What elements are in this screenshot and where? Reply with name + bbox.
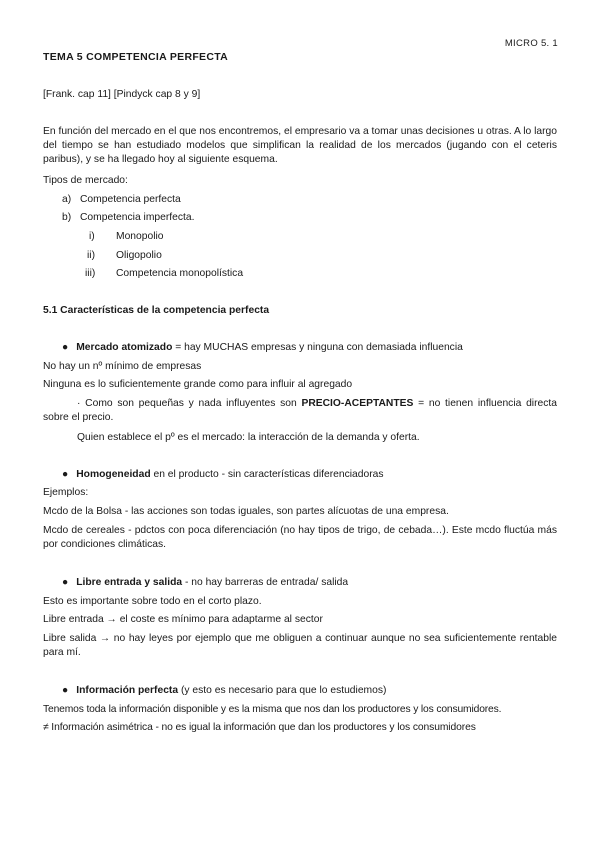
sublist-marker: i): [89, 231, 95, 242]
sub-paragraph: [43, 397, 560, 425]
text-line: Esto es importante sobre todo en el corto plazo.: [43, 596, 262, 607]
sub-pre-text: · Como son pequeñas y nada influyentes son: [77, 398, 302, 409]
bullet-icon: ●: [62, 577, 69, 588]
text-paragraph: Mcdo de cereales - pdctos con poca diferenciación (no hay tipos de trigo, de cebada…). Este mcdo fluctúa más por condiciones climáticas.: [43, 525, 557, 550]
bullet-rest-text: = hay MUCHAS empresas y ninguna con demasiada influencia: [172, 342, 463, 353]
section-title: 5.1 Características de la competencia perfecta: [43, 305, 270, 316]
bullet-rest-text: - no hay barreras de entrada/ salida: [182, 577, 349, 588]
market-types-label: Tipos de mercado:: [43, 175, 128, 186]
bullet-icon: ●: [62, 342, 69, 353]
text-line: Ejemplos:: [43, 487, 89, 498]
bullet-rest-text: (y esto es necesario para que lo estudiemos): [178, 685, 387, 696]
text-paragraph: Libre salida → no hay leyes por ejemplo que me obliguen a continuar aunque no sea suficientemente rentable para mí.: [43, 633, 557, 658]
list-marker: b): [62, 212, 72, 223]
bullet-bold-text: Libre entrada y salida: [76, 577, 183, 588]
bullet-item: [62, 684, 386, 698]
bullet-bold-text: Información perfecta: [76, 685, 179, 696]
sublist-item-text: Monopolio: [116, 231, 164, 242]
bullet-item: [62, 576, 348, 590]
page-header-label: MICRO 5. 1: [504, 38, 558, 49]
text-line: No hay un nº mínimo de empresas: [43, 361, 202, 372]
sublist-marker: iii): [85, 268, 96, 279]
bullet-item: [62, 468, 384, 482]
list-item: [62, 193, 71, 207]
price-taker-text: PRECIO-ACEPTANTES: [301, 398, 414, 409]
bullet-bold-text: Homogeneidad: [76, 469, 151, 480]
sublist-item-text: Competencia monopolística: [116, 268, 244, 279]
sub-post-text: = no tienen influencia directa sobre el precio.: [43, 398, 560, 423]
list-item-text: Competencia imperfecta.: [80, 212, 195, 223]
bullet-icon: ●: [62, 685, 69, 696]
text-line: Mcdo de la Bolsa - las acciones son todas iguales, son partes alícuotas de una empresa.: [43, 506, 449, 517]
text-line: Quien establece el pº es el mercado: la interacción de la demanda y oferta.: [77, 432, 420, 443]
document-title: TEMA 5 COMPETENCIA PERFECTA: [43, 51, 229, 63]
text-line: Tenemos toda la información disponible y es la misma que nos dan los productores y los consumidores.: [43, 704, 502, 715]
text-line: Libre entrada → el coste es mínimo para adaptarme al sector: [43, 614, 323, 625]
bullet-item: [62, 341, 463, 355]
sublist-marker: ii): [87, 250, 96, 261]
list-marker: a): [62, 194, 72, 205]
text-line: Ninguna es lo suficientemente grande como para influir al agregado: [43, 379, 353, 390]
intro-paragraph: En función del mercado en el que nos encontremos, el empresario va a tomar unas decisiones u otras. A lo largo del tiempo se han estudiado modelos que simplifican la realidad de los mercados (jugando con el ceteris paribus), y se ha llegado hoy al siguiente esquema.: [43, 126, 557, 165]
list-item-text: Competencia perfecta: [80, 194, 181, 205]
sublist-item-text: Oligopolio: [116, 250, 162, 261]
references: [Frank. cap 11] [Pindyck cap 8 y 9]: [43, 89, 201, 100]
text-line: ≠ Información asimétrica - no es igual la información que dan los productores y los consumidores: [43, 722, 476, 733]
bullet-bold-text: Mercado atomizado: [76, 342, 173, 353]
bullet-rest-text: en el producto - sin características diferenciadoras: [150, 469, 384, 480]
bullet-icon: ●: [62, 469, 69, 480]
list-item: [62, 211, 71, 225]
